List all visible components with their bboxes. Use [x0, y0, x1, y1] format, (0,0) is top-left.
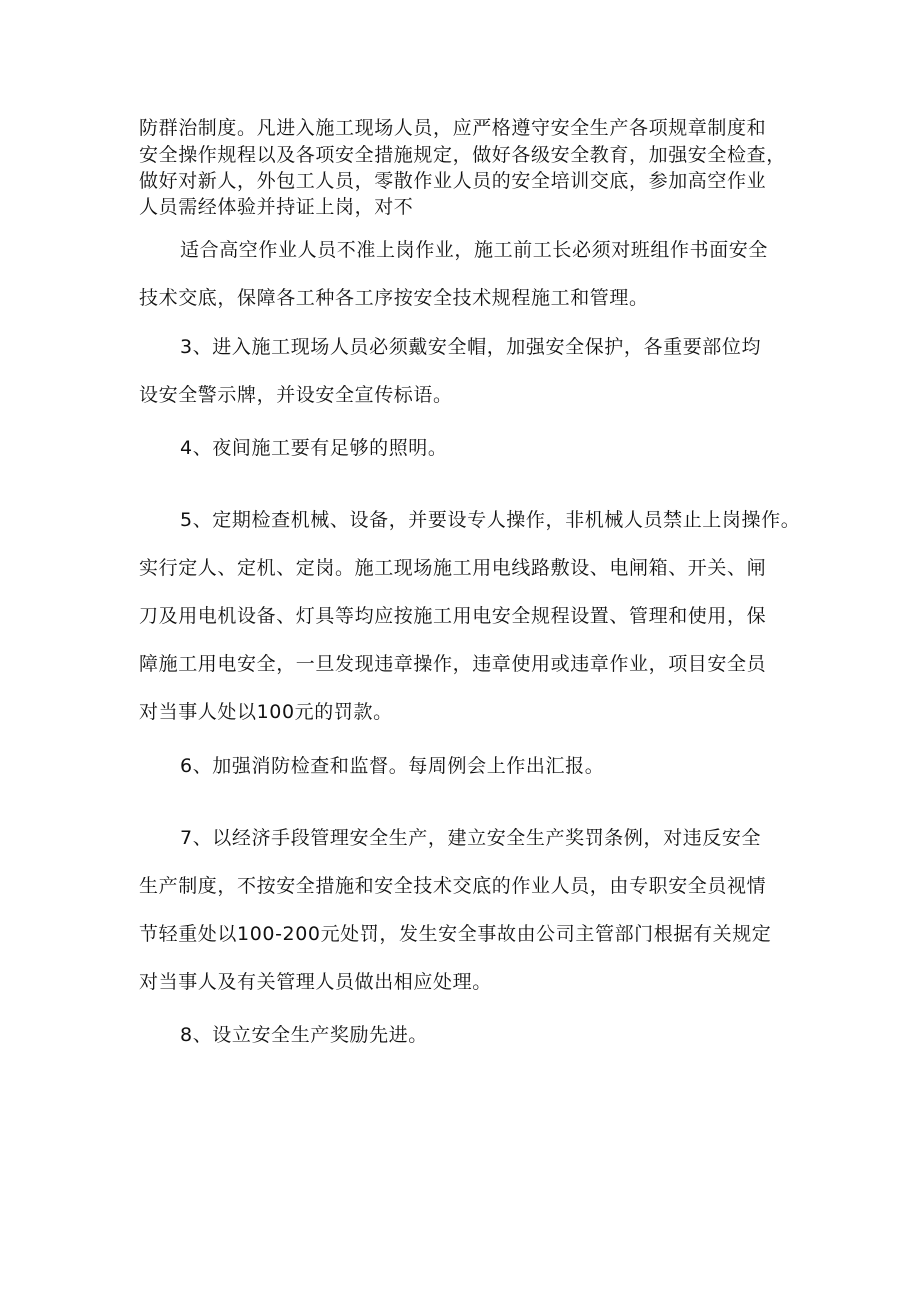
paragraph-line: 安全操作规程以及各项安全措施规定，做好各级安全教育，加强安全检查，	[139, 144, 786, 166]
paragraph-line: 节轻重处以100-200元处罚，发生安全事故由公司主管部门根据有关规定	[139, 923, 772, 945]
paragraph-line: 8、设立安全生产奖励先进。	[180, 1024, 428, 1046]
paragraph-line: 对当事人及有关管理人员做出相应处理。	[139, 971, 492, 993]
paragraph-line: 适合高空作业人员不准上岗作业，施工前工长必须对班组作书面安全	[180, 239, 769, 261]
paragraph-line: 对当事人处以100元的罚款。	[139, 701, 393, 723]
paragraph-line: 3、进入施工现场人员必须戴安全帽，加强安全保护，各重要部位均	[180, 336, 762, 358]
paragraph-line: 障施工用电安全，一旦发现违章操作，违章使用或违章作业，项目安全员	[139, 653, 767, 675]
paragraph-line: 实行定人、定机、定岗。施工现场施工用电线路敷设、电闸箱、开关、闸	[139, 557, 767, 579]
paragraph-line: 技术交底，保障各工种各工序按安全技术规程施工和管理。	[139, 287, 649, 309]
paragraph-line: 7、以经济手段管理安全生产，建立安全生产奖罚条例，对违反安全	[180, 827, 762, 849]
paragraph-line: 5、定期检查机械、设备，并要设专人操作，非机械人员禁止上岗操作。	[180, 509, 801, 531]
paragraph-line: 设安全警示牌，并设安全宣传标语。	[139, 384, 453, 406]
paragraph-line: 6、加强消防检查和监督。每周例会上作出汇报。	[180, 755, 605, 777]
paragraph-line: 防群治制度。凡进入施工现场人员，应严格遵守安全生产各项规章制度和	[139, 117, 767, 139]
paragraph-line: 4、夜间施工要有足够的照明。	[180, 437, 448, 459]
paragraph-line: 人员需经体验并持证上岗，对不	[139, 196, 414, 218]
paragraph-line: 刀及用电机设备、灯具等均应按施工用电安全规程设置、管理和使用，保	[139, 605, 767, 627]
paragraph-line: 做好对新人，外包工人员，零散作业人员的安全培训交底，参加高空作业	[139, 170, 767, 192]
paragraph-line: 生产制度，不按安全措施和安全技术交底的作业人员，由专职安全员视情	[139, 875, 767, 897]
